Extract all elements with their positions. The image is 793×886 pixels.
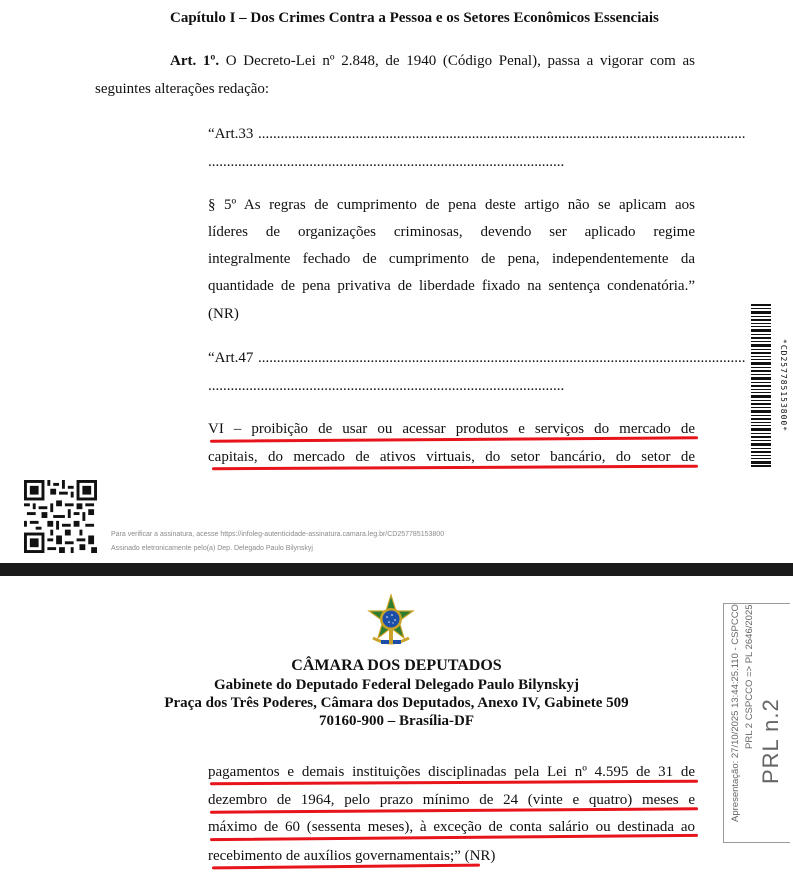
barcode-caption: *CD257785153800* [779,338,788,433]
stamp-reference-line: PRL 2 CSPCCO => PL 2646/2025 [744,604,755,749]
body-line3: máximo de 60 (sessenta meses), à exceção de conta salário ou destinada ao [208,819,695,835]
item6-line2: capitais, do mercado de ativos virtuais, do setor bancário, do setor de [208,449,695,465]
art47-dotted-fill: .................................................................................................................................. [258,350,746,366]
art33-dotted-fill: .................................................................................................................................. [258,126,746,142]
art33-dotted-line: ............................................................................................... [208,154,565,170]
par5-line4: quantidade de pena privativa de liberdade fixado na sentença condenatória.” [208,278,695,294]
body-last-text: recebimento de auxílios governamentais;” [208,848,461,864]
brazil-coat-of-arms-icon [365,594,417,648]
page-separator [0,563,793,576]
qr-code-icon [24,480,97,553]
signature-note: Assinado eletronicamente pelo(a) Dep. Delegado Paulo Bilynskyj [111,545,313,552]
office-zip: 70160-900 – Brasília-DF [319,713,474,729]
par5-line2: líderes de organizações criminosas, devendo ser aplicado regime [208,224,695,240]
body-line2: dezembro de 1964, pelo prazo mínimo de 24 (vinte e quatro) meses e [208,792,695,808]
par5-line3: integralmente fechado de cumprimento de pena, independentemente da [208,251,695,267]
house-title: CÂMARA DOS DEPUTADOS [291,657,502,674]
stamp-date-line: Apresentação: 27/10/2025 13:44:25.110 - CSPCCO [730,604,741,822]
body-line1: pagamentos e demais instituições disciplinadas pela Lei nº 4.595 de 31 de [208,764,695,780]
office-title: Gabinete do Deputado Federal Delegado Paulo Bilynskyj [213,677,580,693]
office-address: Praça dos Três Poderes, Câmara dos Deputados, Anexo IV, Gabinete 509 [164,695,629,711]
signature-verify-link[interactable]: Para verificar a assinatura, acesse https://infoleg-autenticidade-assinatura.camara.leg.br/CD257785153800 [111,531,445,538]
nr-marker: (NR) [208,306,239,322]
par5-line1: § 5º As regras de cumprimento de pena deste artigo não se aplicam aos [208,197,695,213]
presentation-stamp [723,603,790,843]
art47-dotted-line: ............................................................................................... [208,378,565,394]
art33-label: “Art.33 [208,126,254,142]
art1-text: O Decreto-Lei nº 2.848, de 1940 (Código Penal), passa a vigorar com as [219,53,696,69]
art1-line1 [170,53,695,70]
art1-label: Art. 1º. [170,53,220,69]
chapter-title: Capítulo I – Dos Crimes Contra a Pessoa e os Setores Econômicos Essenciais [170,10,659,26]
stamp-prl-number: PRL n.2 [758,698,783,784]
art47-label: “Art.47 [208,350,254,366]
body-line4 [208,848,495,865]
item6-line1: VI – proibição de usar ou acessar produtos e serviços do mercado de [208,421,695,437]
body-nr-marker: (NR) [460,848,496,864]
art1-line2: seguintes alterações redação: [95,81,270,97]
